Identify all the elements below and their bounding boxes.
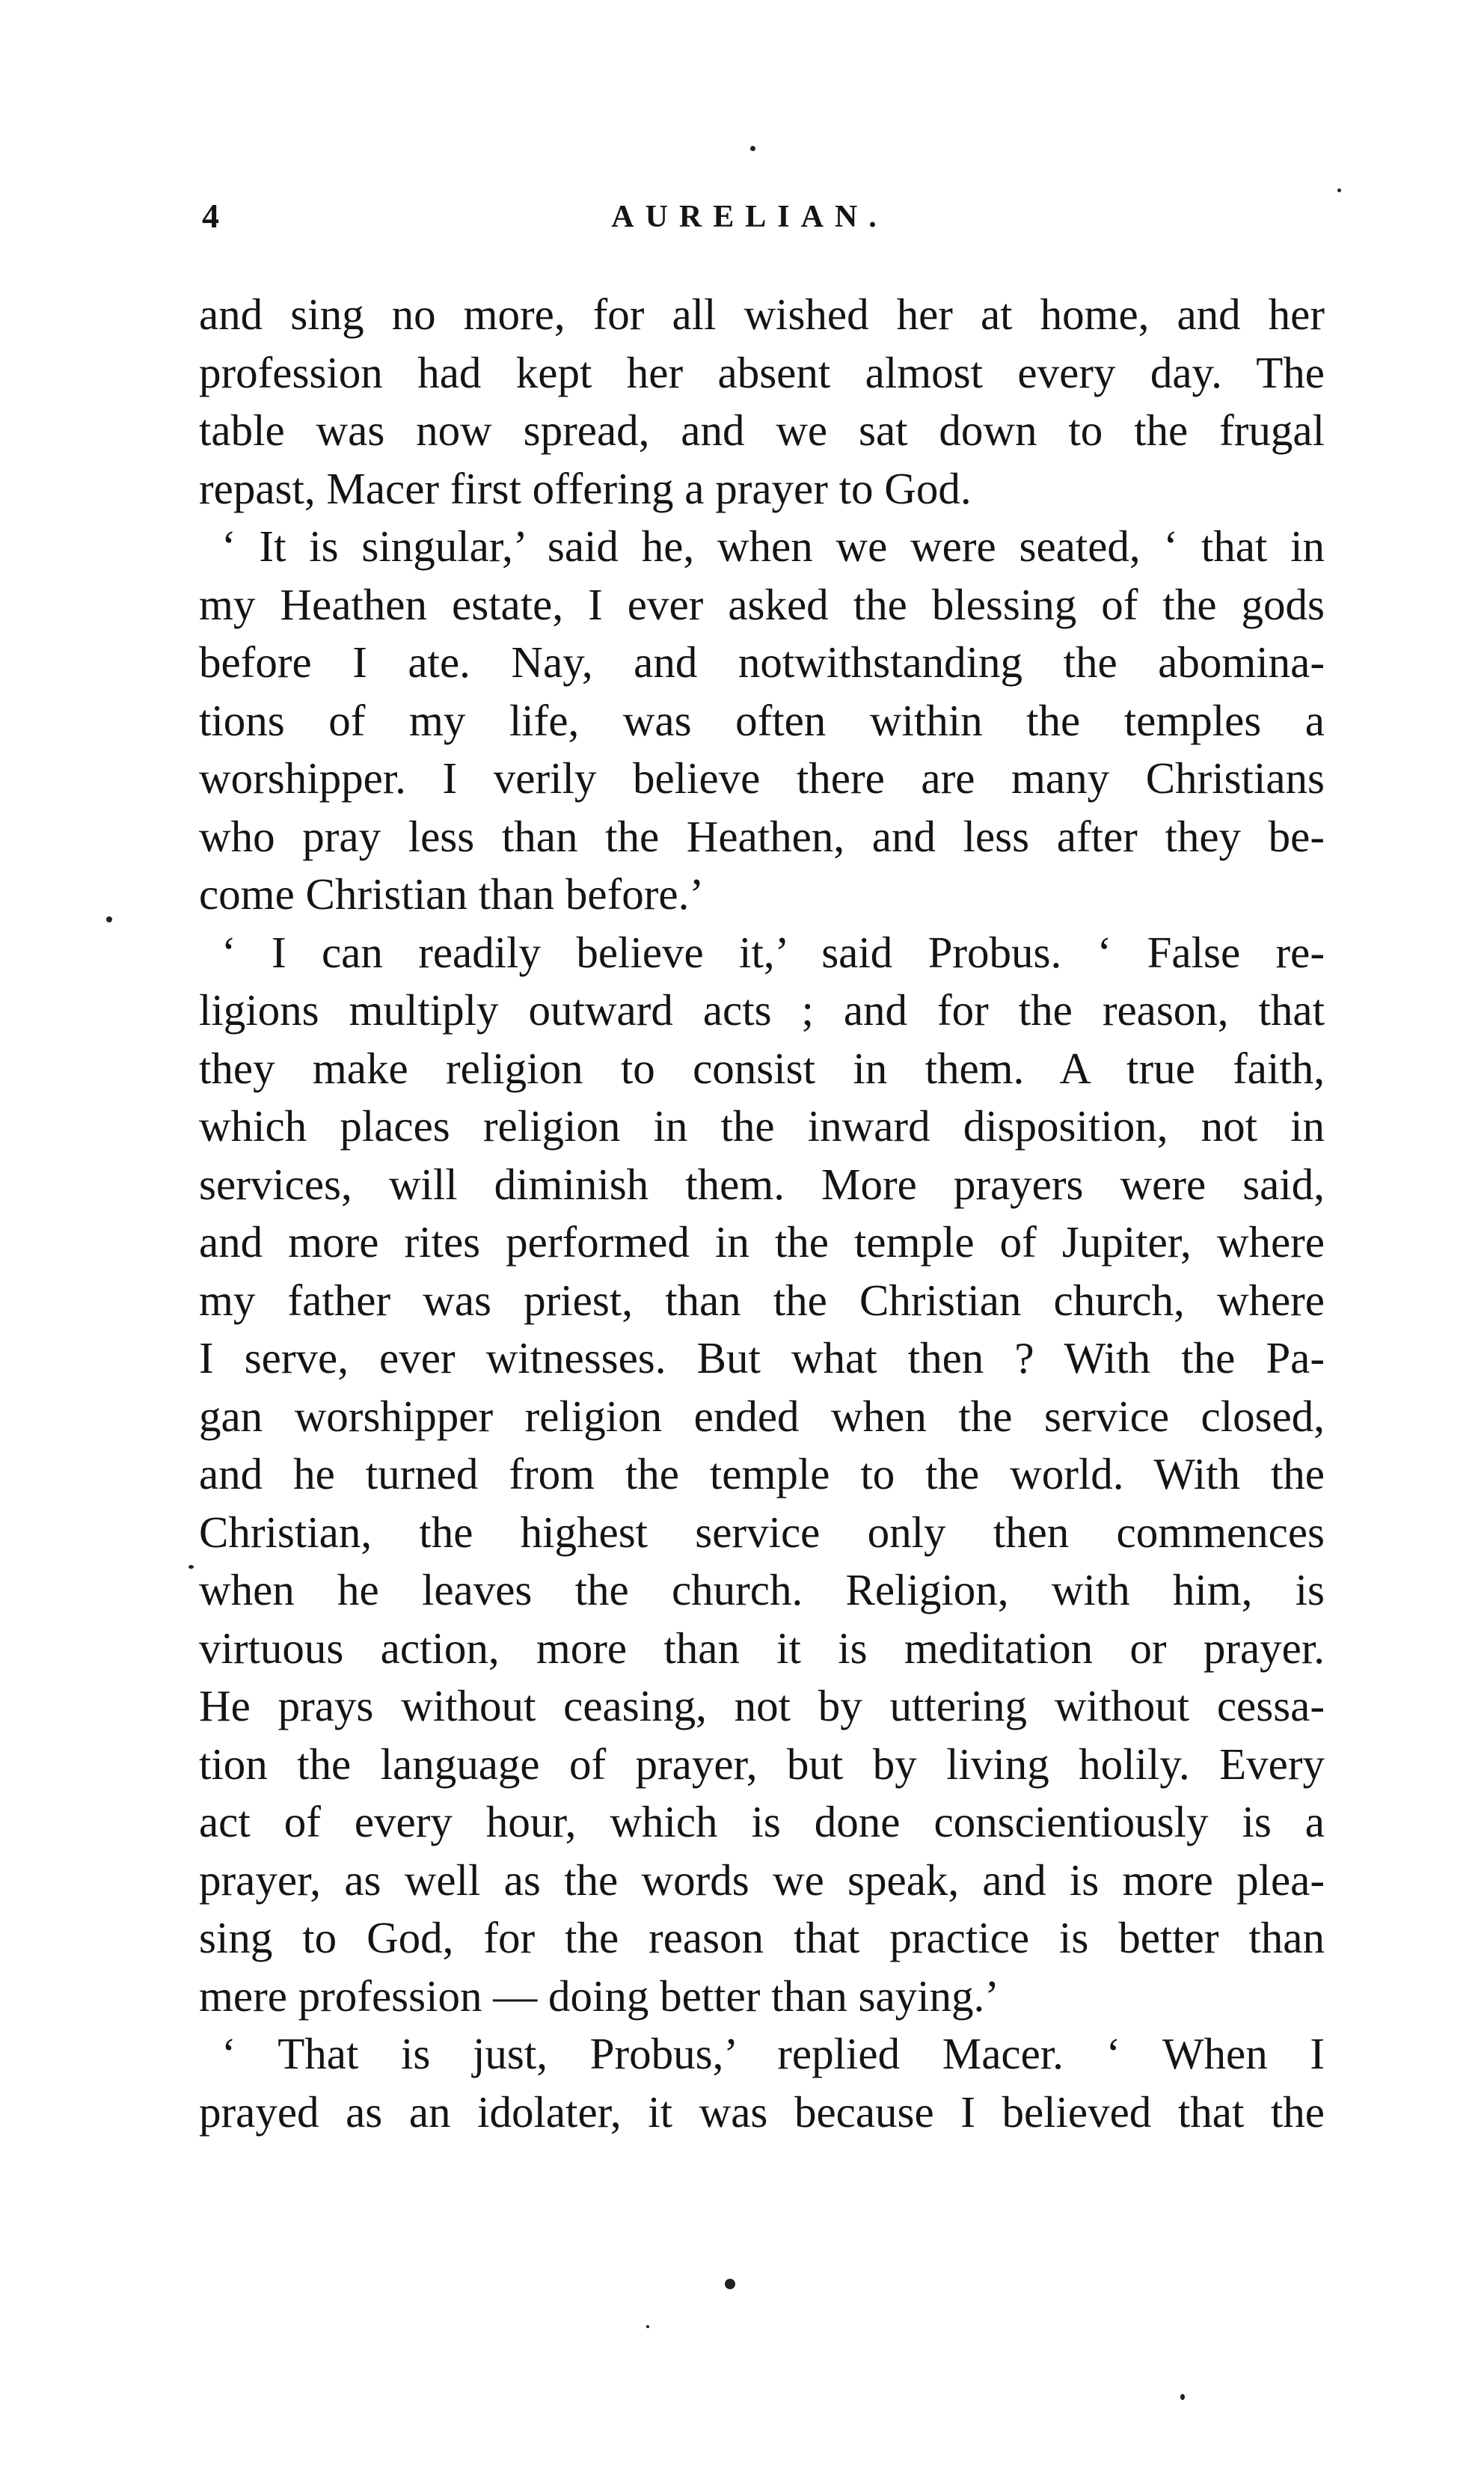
ink-speck <box>1337 189 1341 192</box>
text-line: ‘ It is singular,’ said he, when we were seated, ‘ that in <box>221 521 1325 571</box>
text-line: tions of my life, was often within the temples a <box>199 695 1325 745</box>
text-line: and more rites performed in the temple of Jupiter, where <box>199 1217 1325 1267</box>
text-line: come Christian than before.’ <box>199 869 704 919</box>
text-line: sing to God, for the reason that practice is better than <box>199 1913 1325 1962</box>
text-line: they make religion to consist in them. A true faith, <box>199 1043 1325 1093</box>
text-line: and sing no more, for all wished her at home, and her <box>199 290 1325 339</box>
text-line: ‘ That is just, Probus,’ replied Macer. ‘ When I <box>221 2029 1325 2078</box>
ink-speck <box>646 2325 649 2328</box>
text-line: my Heathen estate, I ever asked the blessing of the gods <box>199 579 1325 629</box>
text-line: profession had kept her absent almost every day. The <box>199 347 1325 397</box>
text-line: services, will diminish them. More prayers were said, <box>199 1159 1325 1209</box>
text-line: act of every hour, which is done conscientiously is a <box>199 1797 1325 1846</box>
text-line: and he turned from the temple to the world. With the <box>199 1449 1325 1498</box>
text-line: virtuous action, more than it is meditation or prayer. <box>199 1623 1325 1673</box>
text-line: mere profession — doing better than saying.’ <box>199 1971 999 2021</box>
running-title: AURELIAN. <box>611 200 888 234</box>
text-line: repast, Macer first offering a prayer to God. <box>199 463 972 513</box>
text-line: He prays without ceasing, not by uttering without cessa- <box>199 1681 1325 1730</box>
text-line: prayer, as well as the words we speak, and is more plea- <box>199 1855 1325 1905</box>
ink-speck <box>188 1565 194 1569</box>
page-number: 4 <box>202 197 219 235</box>
page-header <box>0 196 1484 256</box>
text-line: before I ate. Nay, and notwithstanding the abomina- <box>199 637 1325 687</box>
body-text <box>199 286 1325 2141</box>
ink-speck <box>106 916 112 922</box>
text-line: which places religion in the inward disposition, not in <box>199 1101 1325 1151</box>
text-line: tion the language of prayer, but by living holily. Every <box>199 1739 1325 1789</box>
text-line: prayed as an idolater, it was because I believed that the <box>199 2086 1325 2137</box>
text-line: when he leaves the church. Religion, with him, is <box>199 1565 1325 1614</box>
text-line: who pray less than the Heathen, and less after they be- <box>199 811 1325 861</box>
text-line: worshipper. I verily believe there are many Christians <box>199 753 1325 803</box>
ink-speck <box>750 146 755 151</box>
text-line: gan worshipper religion ended when the service closed, <box>199 1391 1325 1441</box>
text-line: I serve, ever witnesses. But what then ? With the Pa- <box>199 1333 1325 1383</box>
ink-speck <box>1180 2394 1185 2400</box>
ink-speck <box>725 2279 735 2289</box>
text-line: my father was priest, than the Christian church, where <box>199 1275 1325 1325</box>
text-line: ligions multiply outward acts ; and for the reason, that <box>199 985 1325 1035</box>
text-line: Christian, the highest service only then commences <box>199 1507 1325 1557</box>
text-line: ‘ I can readily believe it,’ said Probus. ‘ False re- <box>221 927 1325 977</box>
text-line: table was now spread, and we sat down to the frugal <box>199 405 1325 455</box>
